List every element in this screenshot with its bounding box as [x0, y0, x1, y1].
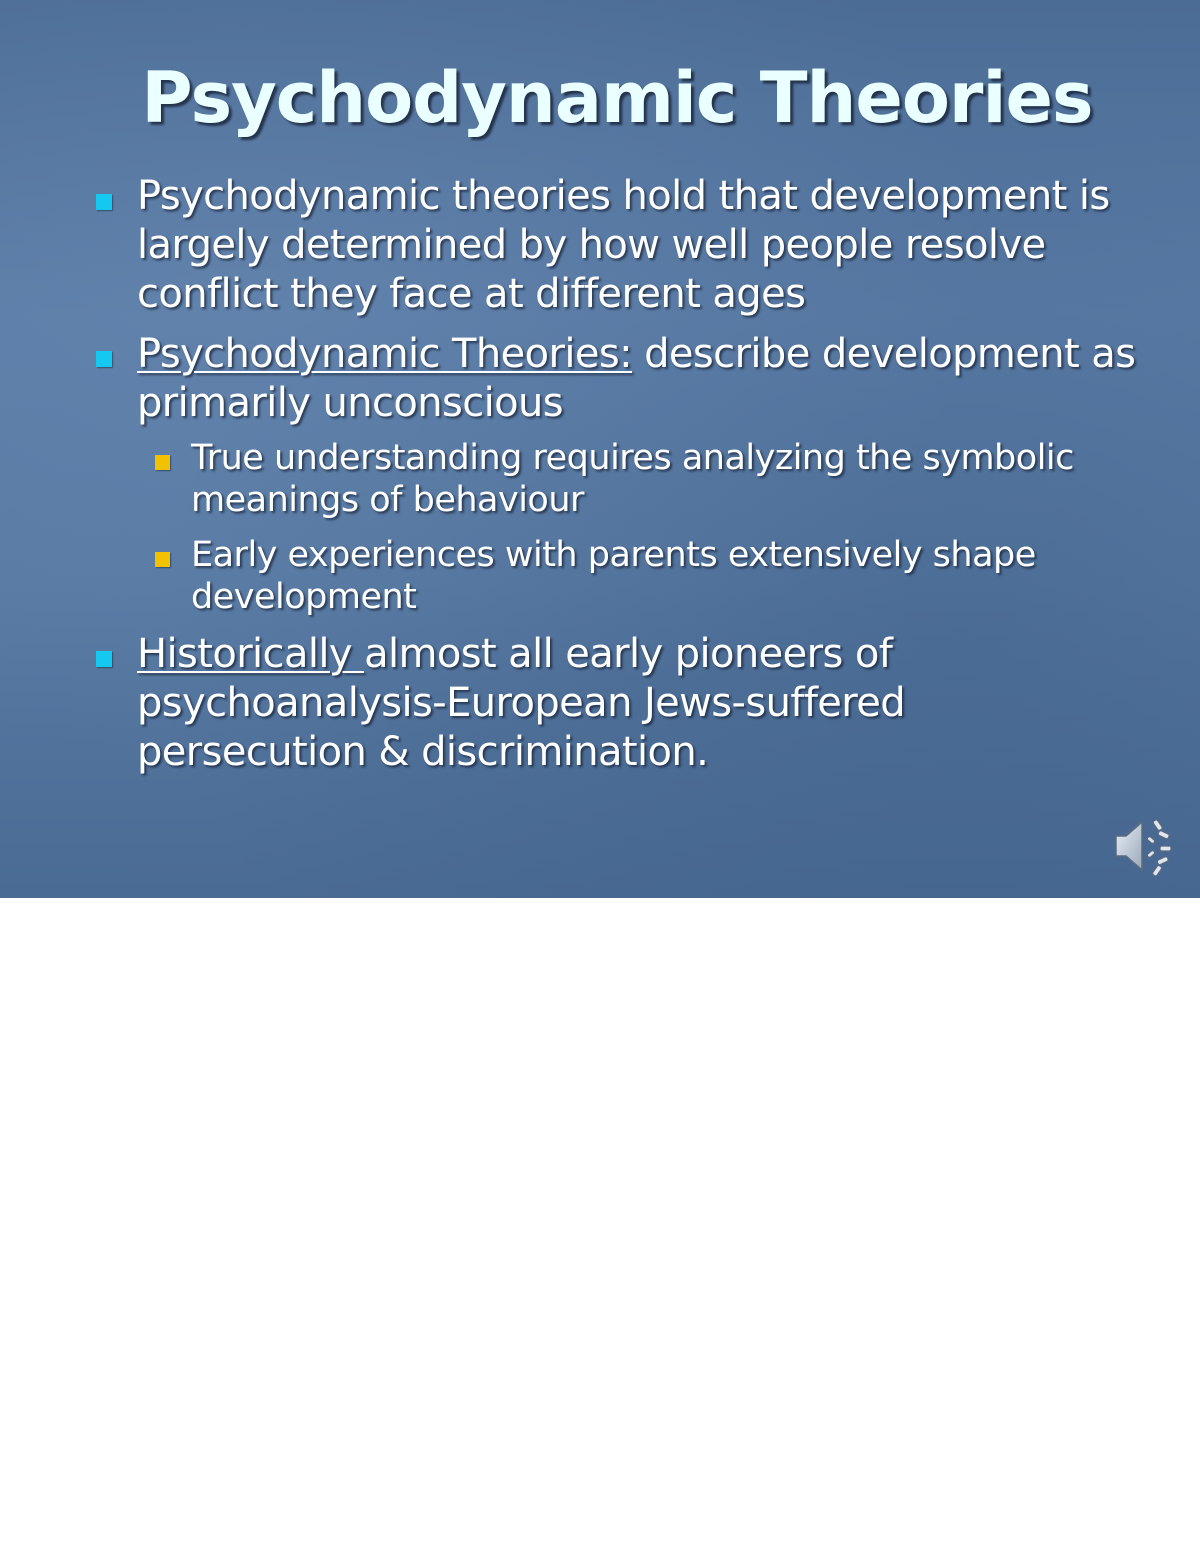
square-bullet-icon [96, 651, 112, 667]
sub-bullet-text: Early experiences with parents extensively shape development [191, 535, 1036, 617]
bullet-item [137, 172, 1137, 319]
square-bullet-icon [96, 351, 112, 367]
sub-bullet-item [191, 437, 1131, 521]
bullet-text: almost all early pioneers of psychoanalysis-European Jews-suffered persecution & discrimination. [137, 631, 906, 775]
bullet-item [137, 630, 1137, 777]
slide-title: Psychodynamic Theories [141, 57, 1093, 139]
square-bullet-icon [155, 455, 170, 470]
bullet-item [137, 330, 1137, 428]
sub-bullet-text: True understanding requires analyzing the symbolic meanings of behaviour [191, 438, 1074, 520]
bullet-term: Psychodynamic Theories: [137, 331, 633, 377]
square-bullet-icon [155, 552, 170, 567]
square-bullet-icon [96, 194, 112, 210]
bullet-text: Psychodynamic theories hold that development is largely determined by how well people resolve conflict they face at different ages [137, 173, 1110, 317]
sub-bullet-item [191, 534, 1131, 618]
bullet-term: Historically [137, 631, 365, 677]
speaker-icon[interactable] [1112, 814, 1178, 878]
bullet-text: describe development as primarily unconscious [137, 331, 1136, 426]
